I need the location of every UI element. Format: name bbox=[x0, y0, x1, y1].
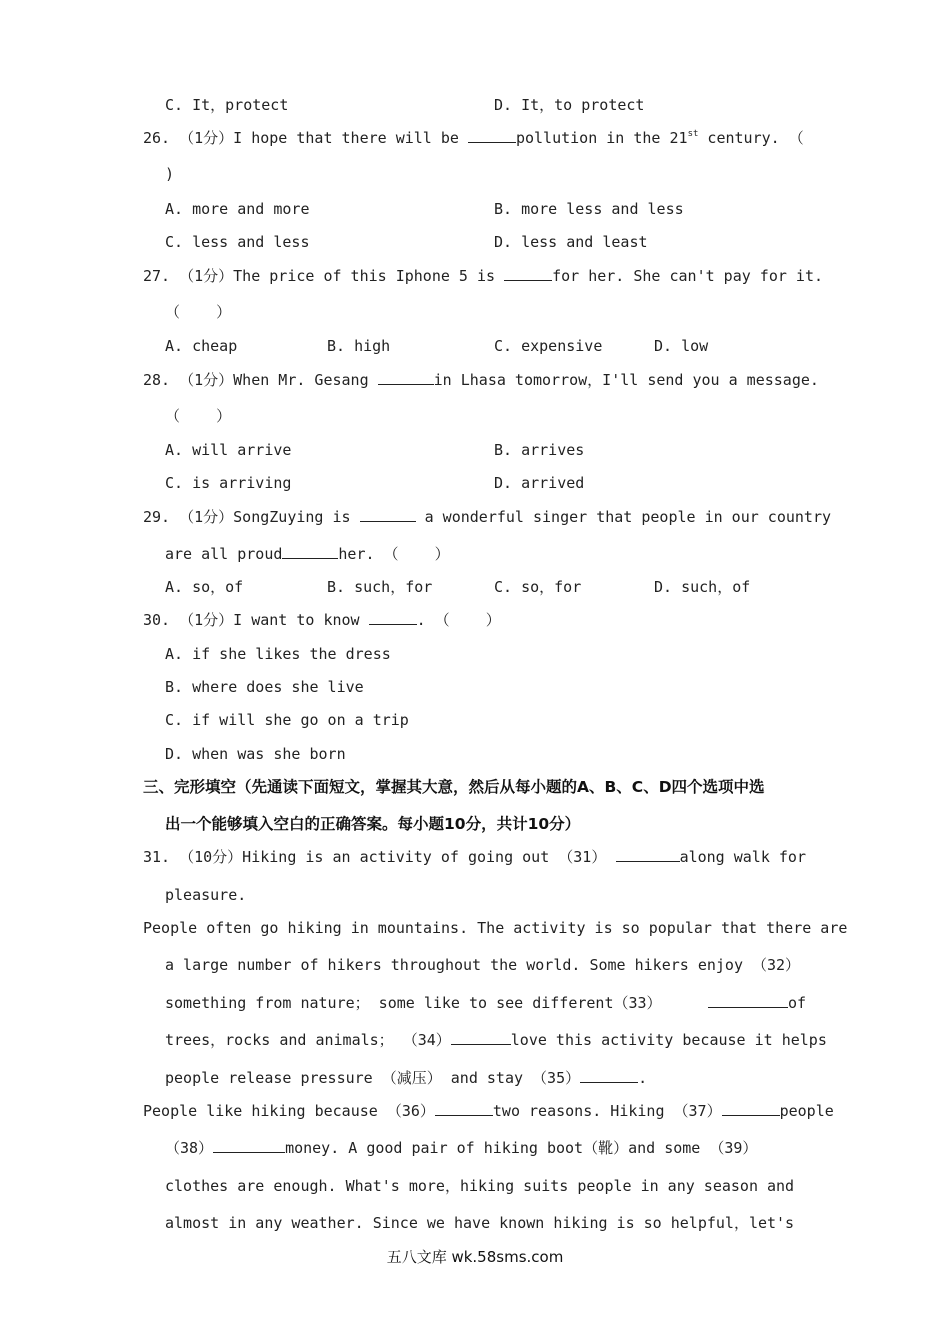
answer-blank bbox=[369, 610, 417, 625]
answer-blank bbox=[504, 266, 552, 281]
q28-option-b: B. arrives bbox=[494, 441, 585, 459]
q27-option-b: B. high bbox=[327, 337, 391, 355]
q26-stem: 26. （1分）I hope that there will be pollution in the 21st century. （ bbox=[143, 129, 804, 147]
q28-option-d: D. arrived bbox=[494, 474, 585, 492]
q26-option-c: C. less and less bbox=[165, 233, 310, 251]
answer-blank bbox=[580, 1068, 638, 1083]
q29-option-a: A. so，of bbox=[165, 578, 244, 596]
answer-blank bbox=[435, 1101, 493, 1116]
answer-blank bbox=[722, 1101, 780, 1116]
answer-blank bbox=[451, 1030, 511, 1045]
q27-option-d: D. low bbox=[654, 337, 709, 355]
passage-line: a large number of hikers throughout the world. Some hikers enjoy （32） bbox=[165, 956, 801, 974]
q30-option-b: B. where does she live bbox=[165, 678, 364, 696]
q31-stem-line2: pleasure. bbox=[165, 886, 247, 904]
answer-blank bbox=[213, 1138, 285, 1153]
passage-line: trees，rocks and animals； （34） love this activity because it helps bbox=[165, 1031, 827, 1049]
answer-blank bbox=[708, 993, 788, 1008]
section-heading-line2: 出一个能够填入空白的正确答案。每小题10分，共计10分） bbox=[165, 815, 581, 833]
passage-line: People often go hiking in mountains. The activity is so popular that there are bbox=[143, 919, 848, 937]
q29-stem-line2: are all proud her. （ ） bbox=[165, 545, 450, 563]
q27-paren: （ ） bbox=[165, 303, 232, 321]
passage-line: almost in any weather. Since we have known hiking is so helpful，let's bbox=[165, 1214, 795, 1232]
passage-line: something from nature； some like to see different（33） of bbox=[165, 994, 806, 1012]
passage-line: （38） money. A good pair of hiking boot（靴）and some （39） bbox=[165, 1139, 758, 1157]
q26-option-a: A. more and more bbox=[165, 200, 310, 218]
q26-paren-close: ) bbox=[165, 165, 175, 183]
answer-blank bbox=[360, 507, 416, 522]
answer-blank bbox=[468, 128, 516, 143]
q29-option-d: D. such，of bbox=[654, 578, 751, 596]
q30-option-d: D. when was she born bbox=[165, 745, 346, 763]
q30-stem: 30. （1分）I want to know . （ ） bbox=[143, 611, 501, 629]
q28-stem: 28. （1分）When Mr. Gesang in Lhasa tomorrow，I'll send you a message. bbox=[143, 371, 819, 389]
answer-blank bbox=[282, 544, 338, 559]
passage-line: People like hiking because （36） two reasons. Hiking （37） people bbox=[143, 1102, 834, 1120]
q26-option-b: B. more less and less bbox=[494, 200, 684, 218]
q25-option-d: D. It，to protect bbox=[494, 96, 645, 114]
q30-option-a: A. if she likes the dress bbox=[165, 645, 391, 663]
q28-option-a: A. will arrive bbox=[165, 441, 292, 459]
q29-option-b: B. such，for bbox=[327, 578, 433, 596]
answer-blank bbox=[378, 370, 434, 385]
q29-option-c: C. so，for bbox=[494, 578, 582, 596]
section-heading: 三、完形填空（先通读下面短文，掌握其大意，然后从每小题的A、B、C、D四个选项中选 bbox=[143, 778, 765, 796]
q28-paren: （ ） bbox=[165, 407, 232, 425]
q27-stem: 27. （1分）The price of this Iphone 5 is for her. She can't pay for it. bbox=[143, 267, 824, 285]
q27-option-a: A. cheap bbox=[165, 337, 238, 355]
q26-option-d: D. less and least bbox=[494, 233, 648, 251]
passage-line: people release pressure （减压） and stay （35） . bbox=[165, 1069, 648, 1087]
q29-stem: 29. （1分）SongZuying is a wonderful singer that people in our country bbox=[143, 508, 832, 526]
q27-option-c: C. expensive bbox=[494, 337, 603, 355]
q31-stem: 31. （10分）Hiking is an activity of going out （31） along walk for bbox=[143, 848, 806, 866]
q28-option-c: C. is arriving bbox=[165, 474, 292, 492]
passage-line: clothes are enough. What's more，hiking suits people in any season and bbox=[165, 1177, 795, 1195]
answer-blank bbox=[616, 847, 680, 862]
footer-watermark: 五八文库 wk.58sms.com bbox=[386, 1248, 564, 1266]
q25-option-c: C. It，protect bbox=[165, 96, 289, 114]
q30-option-c: C. if will she go on a trip bbox=[165, 711, 409, 729]
